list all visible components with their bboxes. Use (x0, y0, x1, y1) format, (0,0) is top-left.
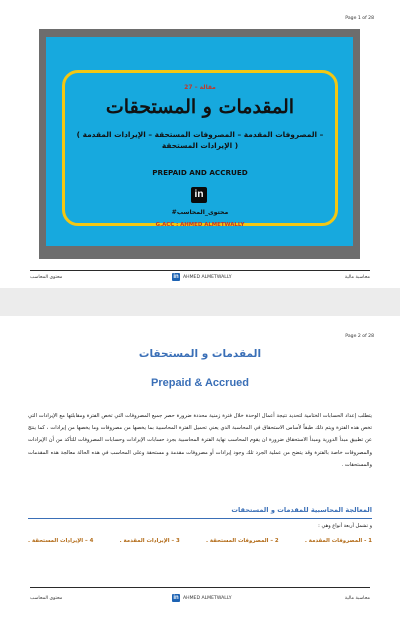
footer-divider (30, 270, 370, 271)
page-2 (0, 316, 400, 626)
list-item: 2 – المصروفات المستحقة . (205, 538, 279, 544)
cover-subtitle-line-1: ( المصروفات المقدمة – المصروفات المستحقة – الإيرادات المقدمة – (76, 130, 324, 139)
footer-right-text: محاسبة مالية (344, 596, 370, 601)
footer-divider (30, 587, 370, 588)
linkedin-icon: in (173, 274, 179, 280)
heading-arabic: المقدمات و المستحقات (138, 348, 262, 360)
section-title: المعالجة المحاسبية للمقدمات و المستحقات (231, 506, 372, 514)
page-separator (0, 288, 400, 316)
hashtag: #محتوى_المحاسب (171, 209, 229, 216)
list-item: 3 – الإيرادات المقدمة . (119, 538, 180, 544)
footer-left-text: محتوى المحاسب (30, 275, 63, 280)
footer-left-text: محتوى المحاسب (30, 596, 63, 601)
section-divider (28, 518, 372, 519)
footer-center (172, 594, 232, 602)
footer-center-text: AHMED ALMETWALLY (183, 274, 232, 280)
page-number: Page 1 of 28 (345, 16, 374, 21)
footer-right-text: محاسبة مالية (344, 275, 370, 280)
page-1 (0, 0, 400, 288)
linkedin-icon: in (191, 187, 207, 203)
types-intro: و تشمل أربعة أنواع وهي : (318, 523, 372, 529)
article-tag: 27 – مقالة (184, 84, 216, 91)
types-list (28, 538, 372, 544)
cover-english-title: PREPAID AND ACCRUED (152, 168, 248, 177)
cover-subtitle-line-2: الإيرادات المستحقة ) (161, 141, 239, 150)
cover-title: المقدمات و المستحقات (105, 96, 295, 118)
author-credit: G.ACC : AHMED ALMETWALLY (155, 222, 245, 228)
cover-subtitle (0, 129, 400, 151)
footer-center-text: AHMED ALMETWALLY (183, 595, 232, 601)
footer-center (172, 273, 232, 281)
body-paragraph: يتطلب إعداد الحسابات الختامية لتحديد نتيجة أعمال الوحدة خلال فترة زمنية محددة ضرورة حصر جميع المصروفات التي تخص الفترة ومقابلتها مع الإيرادات التي تخص هذه الفترة ويتم ذلك طبقاً لأساس الاستحقاق في المحاسبة الذي يعني تحميل الفترة المحاسبية بما يخصها من مصروفات وما يخصها من إيرادات ، كما ينتج عن تطبيق مبدأ الدورية ومبدأ الاستحقاق ضرورة ان يقوم المحاسب نهاية الفترة المحاسبية بجرد حسابات الإيرادات وحسابات المصروفات للتأكد من أن الإيرادات والمصروفات خاصة بالفترة وقد يتضح من عملية الجرد تلك وجود إيرادات أو مصروفات مقدمة و مستحقة وعلى المحاسب في هذه الحالة معالجة هذه المقدمات والمستحقات . (28, 413, 372, 468)
heading-english: Prepaid & Accrued (150, 377, 249, 389)
linkedin-icon: in (173, 595, 179, 601)
page-number: Page 2 of 28 (345, 334, 374, 339)
list-item: 1 - المصروفات المقدمة . (304, 538, 372, 544)
list-item: 4 – الإيرادات المستحقة . (28, 538, 94, 544)
